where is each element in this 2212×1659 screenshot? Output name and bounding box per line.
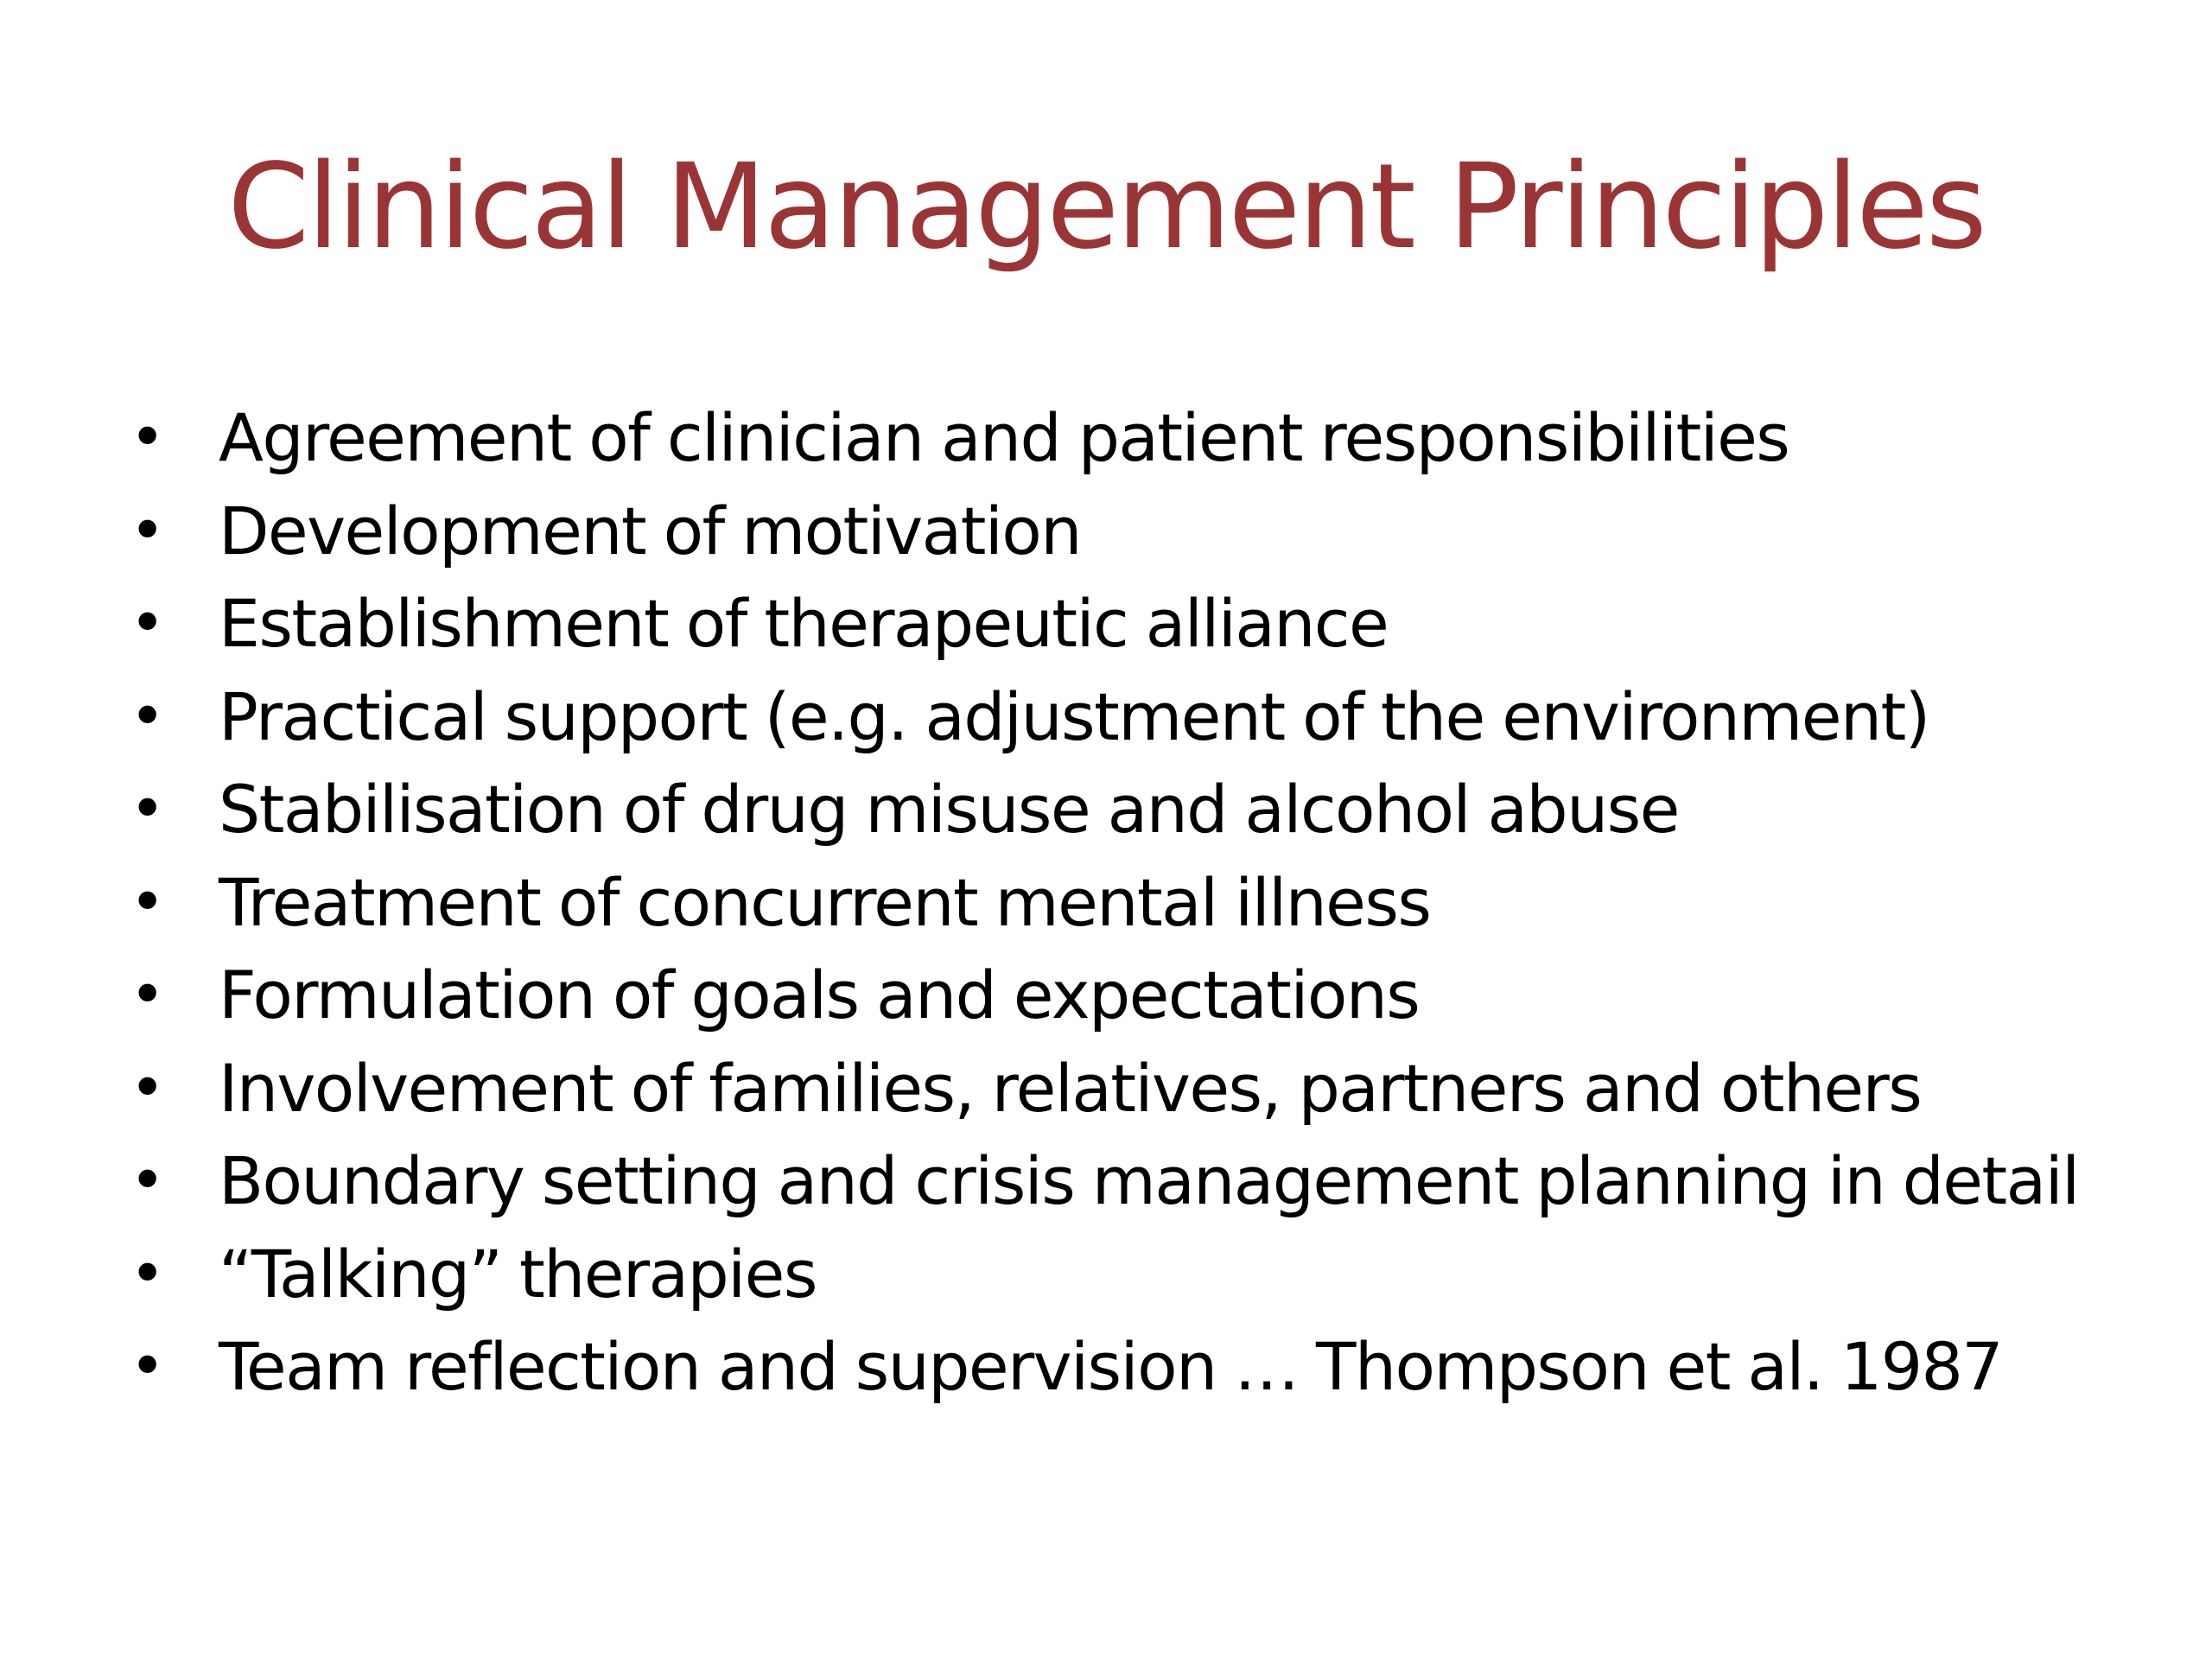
- bullet-dot-icon: •: [130, 866, 166, 938]
- list-item-text: Team reflection and supervision … Thompson et al. 1987: [219, 1328, 2002, 1405]
- bullet-dot-icon: •: [130, 1145, 166, 1216]
- list-item-text: “Talking” therapies: [219, 1235, 817, 1313]
- bullet-dot-icon: •: [130, 1052, 166, 1123]
- bullet-dot-icon: •: [130, 1331, 166, 1402]
- list-item: [130, 949, 2134, 1042]
- list-item-text: Establishment of therapeutic alliance: [219, 585, 1389, 662]
- bullet-dot-icon: •: [130, 494, 166, 566]
- list-item: [130, 856, 2134, 950]
- list-item: [130, 391, 2134, 485]
- list-item: [130, 1042, 2134, 1135]
- list-item: [130, 763, 2134, 856]
- bullet-dot-icon: •: [130, 402, 166, 473]
- bullet-dot-icon: •: [130, 588, 166, 658]
- list-item: [130, 1320, 2134, 1414]
- bullet-dot-icon: •: [130, 959, 166, 1030]
- list-item: [130, 577, 2134, 671]
- bullet-list: [130, 391, 2134, 1414]
- list-item-text: Stabilisation of drug misuse and alcohol abuse: [219, 771, 1679, 848]
- bullet-dot-icon: •: [130, 680, 166, 752]
- list-item-text: Development of motivation: [219, 492, 1081, 569]
- list-item: [130, 671, 2134, 764]
- list-item: [130, 1228, 2134, 1321]
- list-item-text: Involvement of families, relatives, partners and others: [219, 1049, 1922, 1127]
- list-item-text: Boundary setting and crisis management planning in detail: [219, 1142, 2079, 1219]
- list-item-text: Treatment of concurrent mental illness: [219, 863, 1431, 941]
- list-item-text: Practical support (e.g. adjustment of the environment): [219, 677, 1929, 755]
- list-item-text: Agreement of clinician and patient responsibilities: [219, 399, 1789, 476]
- bullet-dot-icon: •: [130, 1237, 166, 1309]
- list-item: [130, 1135, 2134, 1228]
- list-item: [130, 485, 2134, 578]
- slide-title: Clinical Management Principles: [227, 139, 1985, 276]
- list-item-text: Formulation of goals and expectations: [219, 957, 1420, 1033]
- bullet-dot-icon: •: [130, 773, 166, 844]
